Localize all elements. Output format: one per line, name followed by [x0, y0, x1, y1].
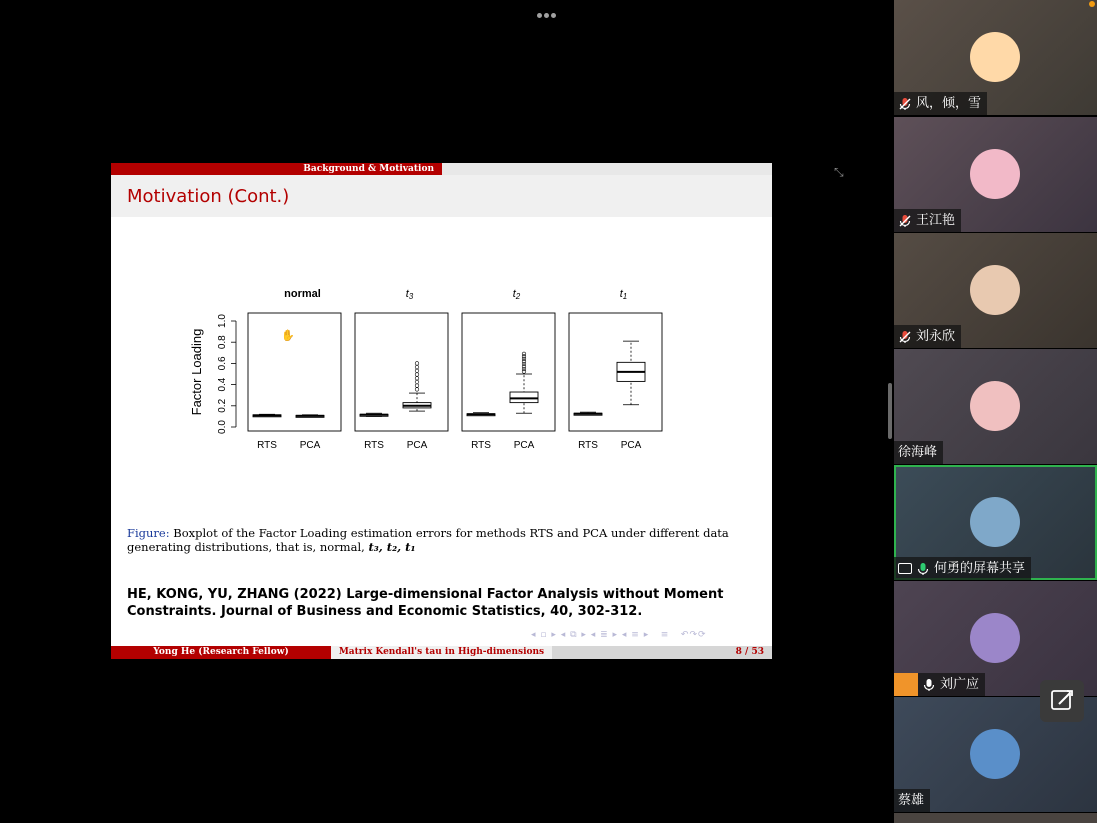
footer-title: Matrix Kendall's tau in High-dimensions [331, 646, 552, 659]
scrollbar[interactable] [888, 383, 892, 439]
more-options-icon[interactable] [536, 6, 557, 22]
mic-muted-icon [898, 97, 912, 111]
mic-muted-icon [898, 330, 912, 344]
footer-page: 8 / 53 [552, 646, 772, 659]
outlier-point [415, 376, 419, 380]
avatar [970, 729, 1020, 779]
caption-label: Figure: [127, 526, 170, 540]
user-icon [894, 673, 918, 696]
avatar [970, 265, 1020, 315]
y-tick-label: 0.2 [217, 398, 228, 413]
avatar [970, 381, 1020, 431]
avatar [970, 149, 1020, 199]
x-tick-label: RTS [364, 440, 384, 451]
section-nav-label[interactable]: Background & Motivation [303, 164, 434, 174]
x-tick-label: RTS [257, 440, 277, 451]
outlier-point [415, 373, 419, 377]
mic-muted-icon [898, 214, 912, 228]
y-tick-label: 0.0 [217, 420, 228, 434]
section-nav-bar [111, 163, 772, 175]
avatar [970, 613, 1020, 663]
participant-tile[interactable] [894, 581, 1097, 696]
mic-active-icon [922, 678, 936, 692]
x-tick-label: PCA [620, 440, 642, 451]
participant-tile[interactable] [894, 233, 1097, 348]
figure-caption [127, 526, 757, 554]
outlier-point [415, 369, 419, 373]
participant-name-tag: 何勇的屏幕共享 [894, 557, 1031, 580]
notification-dot [1089, 1, 1095, 7]
box [510, 392, 538, 403]
panel-title: t1 [619, 288, 628, 301]
participant-name-tag: 刘永欣 [894, 325, 961, 348]
footer-author: Yong He (Research Fellow) [111, 646, 331, 659]
x-tick-label: PCA [513, 440, 535, 451]
avatar [970, 497, 1020, 547]
frame-title-bar [111, 175, 772, 217]
participant-name-tag: 王江艳 [894, 209, 961, 232]
panel-title: t2 [512, 288, 521, 301]
outlier-point [522, 352, 526, 356]
x-tick-label: RTS [578, 440, 598, 451]
y-tick-label: 0.8 [217, 335, 228, 350]
participant-name-tag: 徐海峰 [894, 441, 943, 464]
y-tick-label: 0.4 [217, 377, 228, 392]
y-tick-label: 1.0 [217, 314, 228, 328]
paper-reference: HE, KONG, YU, ZHANG (2022) Large-dimensional Factor Analysis without Moment Constraints. Journal of Business and Economic Statistics, 40, 302-312. [127, 587, 724, 619]
edit-icon [1040, 680, 1084, 722]
outlier-point [415, 365, 419, 369]
mic-active-icon [916, 562, 930, 576]
screen-share-icon [898, 563, 912, 574]
shared-slide [111, 163, 772, 659]
participant-tile[interactable] [894, 349, 1097, 464]
outlier-point [415, 388, 419, 392]
annotate-button[interactable] [1040, 680, 1084, 722]
panel-title: t3 [405, 288, 414, 301]
exit-fullscreen-icon[interactable]: ⤡ [834, 165, 844, 179]
participant-name-tag: 风，倾，雪 [894, 92, 987, 115]
participant-tile[interactable] [894, 117, 1097, 232]
slide-title: Motivation (Cont.) [127, 186, 290, 207]
caption-text: Boxplot of the Factor Loading estimation errors for methods RTS and PCA under different data generating distributions, that is, normal, [127, 526, 729, 554]
outlier-point [415, 362, 419, 366]
panel-title: normal [284, 288, 321, 300]
participant-tile-active-speaker[interactable] [894, 465, 1097, 580]
outlier-point [415, 384, 419, 388]
x-tick-label: PCA [299, 440, 321, 451]
beamer-navigation-symbols[interactable]: ◂ ▫ ▸ ◂ ⧉ ▸ ◂ ≣ ▸ ◂ ≡ ▸ ≡ ↶↷⟳ [531, 630, 707, 640]
participant-name-tag: 刘广应 [894, 673, 985, 696]
x-tick-label: PCA [406, 440, 428, 451]
x-tick-label: RTS [471, 440, 491, 451]
hand-cursor-icon: ✋ [281, 329, 295, 342]
participant-tile[interactable] [894, 0, 1097, 115]
participant-name-tag: 蔡雄 [894, 789, 930, 812]
outlier-point [415, 380, 419, 384]
y-axis-label: Factor Loading [189, 328, 204, 416]
participant-tile[interactable] [894, 813, 1097, 823]
caption-distributions: t₃, t₂, t₁ [368, 540, 416, 554]
y-tick-label: 0.6 [217, 356, 228, 371]
avatar [970, 32, 1020, 82]
slide-footer [111, 646, 772, 659]
boxplot-chart [181, 273, 701, 468]
